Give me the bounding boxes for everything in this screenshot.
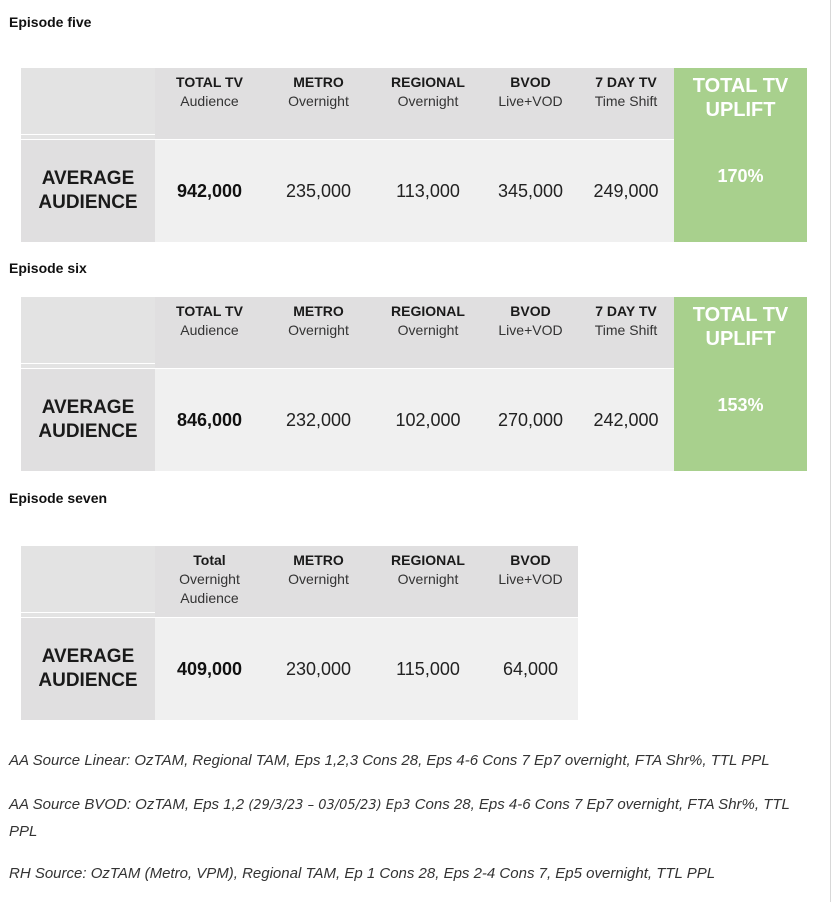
col-header-sub: Overnight: [288, 571, 349, 587]
col-header-top: METRO: [293, 303, 344, 319]
col-header-bvod: [483, 546, 578, 617]
header-corner-bottom: [21, 135, 155, 139]
episode-five-table: [21, 68, 807, 242]
episode-six-title: Episode six: [9, 260, 87, 276]
value-bvod: 345,000: [497, 180, 564, 201]
col-header-total-overnight: [155, 546, 264, 617]
col-header-metro: [264, 68, 373, 139]
row-label-line-2: AUDIENCE: [38, 421, 138, 442]
col-header-metro: [264, 297, 373, 368]
note-source-linear: AA Source Linear: OzTAM, Regional TAM, Eps 1,2,3 Cons 28, Eps 4-6 Cons 7 Ep7 overnight, FTA Shr%, TTL PPL: [9, 752, 770, 769]
value-7-day-tv: 242,000: [593, 409, 659, 430]
header-corner-bottom: [21, 613, 155, 617]
row-label-line-1: AVERAGE: [41, 397, 135, 418]
row-label-line-2: AUDIENCE: [38, 670, 138, 691]
col-header-sub: Audience: [180, 93, 239, 109]
col-header-sub-2: Audience: [180, 590, 239, 606]
col-header-total-tv: [155, 68, 264, 139]
col-header-regional: [373, 546, 483, 617]
value-bvod: 270,000: [497, 409, 564, 430]
uplift-value: 170%: [717, 166, 764, 186]
header-corner: [21, 297, 155, 363]
col-header-sub: Overnight: [397, 571, 459, 587]
value-7-day-tv: 249,000: [593, 180, 659, 201]
value-regional: 115,000: [396, 658, 460, 679]
col-header-top: 7 DAY TV: [595, 74, 657, 90]
col-header-top: REGIONAL: [391, 552, 465, 568]
episode-seven-table: [21, 546, 578, 720]
col-header-regional: [373, 297, 483, 368]
episode-six-table: [21, 297, 807, 471]
col-header-sub: Overnight: [288, 322, 349, 338]
col-header-top: METRO: [293, 552, 344, 568]
row-label-line-1: AVERAGE: [41, 168, 135, 189]
col-header-sub: Audience: [180, 322, 239, 338]
value-regional: 113,000: [396, 180, 460, 201]
page-edge-rule: [830, 0, 831, 902]
row-label-average-audience: [21, 140, 155, 242]
value-total-tv: 942,000: [176, 180, 243, 201]
episode-seven-title: Episode seven: [9, 490, 108, 506]
header-corner-bottom: [21, 364, 155, 368]
col-header-top: BVOD: [510, 303, 551, 319]
col-header-top: REGIONAL: [391, 74, 465, 90]
col-header-sub: Live+VOD: [498, 93, 563, 109]
note-bvod-part-1: AA Source BVOD: OzTAM, Eps 1,2: [9, 796, 249, 813]
uplift-value: 153%: [717, 395, 764, 415]
uplift-title-line-2: UPLIFT: [705, 328, 776, 350]
row-label-line-2: AUDIENCE: [38, 192, 138, 213]
uplift-title-line-2: UPLIFT: [705, 99, 776, 121]
col-header-top: TOTAL TV: [176, 74, 243, 90]
value-metro: 232,000: [285, 409, 352, 430]
uplift-cell: [674, 297, 807, 471]
header-corner: [21, 546, 155, 612]
episode-five-title: Episode five: [9, 14, 92, 30]
col-header-sub: Time Shift: [594, 322, 658, 338]
value-metro: 235,000: [285, 180, 352, 201]
col-header-top: BVOD: [510, 74, 551, 90]
note-bvod-part-2: Cons 28, Eps 4-6 Cons 7 Ep7 overnight, FTA Shr%, TTL PPL: [9, 796, 790, 840]
col-header-7-day-tv: [578, 297, 674, 368]
value-regional: 102,000: [395, 409, 461, 430]
uplift-title-line-1: TOTAL TV: [692, 75, 789, 97]
col-header-sub: Time Shift: [594, 93, 658, 109]
col-header-sub: Overnight: [397, 93, 459, 109]
value-bvod: 64,000: [502, 658, 559, 679]
col-header-top: 7 DAY TV: [595, 303, 657, 319]
col-header-sub: Live+VOD: [498, 571, 563, 587]
col-header-sub: Live+VOD: [498, 322, 563, 338]
col-header-total-tv: [155, 297, 264, 368]
col-header-sub: Overnight: [288, 93, 349, 109]
note-bvod-dates: (29/3/23 – 03/05/23) Ep3: [248, 798, 411, 813]
col-header-top: REGIONAL: [391, 303, 465, 319]
col-header-7-day-tv: [578, 68, 674, 139]
value-metro: 230,000: [285, 658, 352, 679]
uplift-cell: [674, 68, 807, 242]
col-header-bvod: [483, 68, 578, 139]
col-header-top: Total: [193, 552, 226, 568]
row-label-line-1: AVERAGE: [41, 646, 135, 667]
col-header-bvod: [483, 297, 578, 368]
row-label-average-audience: [21, 618, 155, 720]
value-total-tv: 846,000: [176, 409, 243, 430]
header-corner: [21, 68, 155, 134]
value-total-overnight: 409,000: [176, 658, 243, 679]
col-header-sub: Overnight: [179, 571, 240, 587]
col-header-regional: [373, 68, 483, 139]
col-header-top: BVOD: [510, 552, 551, 568]
uplift-title-line-1: TOTAL TV: [692, 304, 789, 326]
col-header-metro: [264, 546, 373, 617]
col-header-top: METRO: [293, 74, 344, 90]
row-label-average-audience: [21, 369, 155, 471]
note-source-bvod: [9, 792, 809, 845]
note-source-rh: RH Source: OzTAM (Metro, VPM), Regional TAM, Ep 1 Cons 28, Eps 2-4 Cons 7, Ep5 overnight, TTL PPL: [9, 865, 716, 882]
col-header-top: TOTAL TV: [176, 303, 243, 319]
col-header-sub: Overnight: [397, 322, 459, 338]
